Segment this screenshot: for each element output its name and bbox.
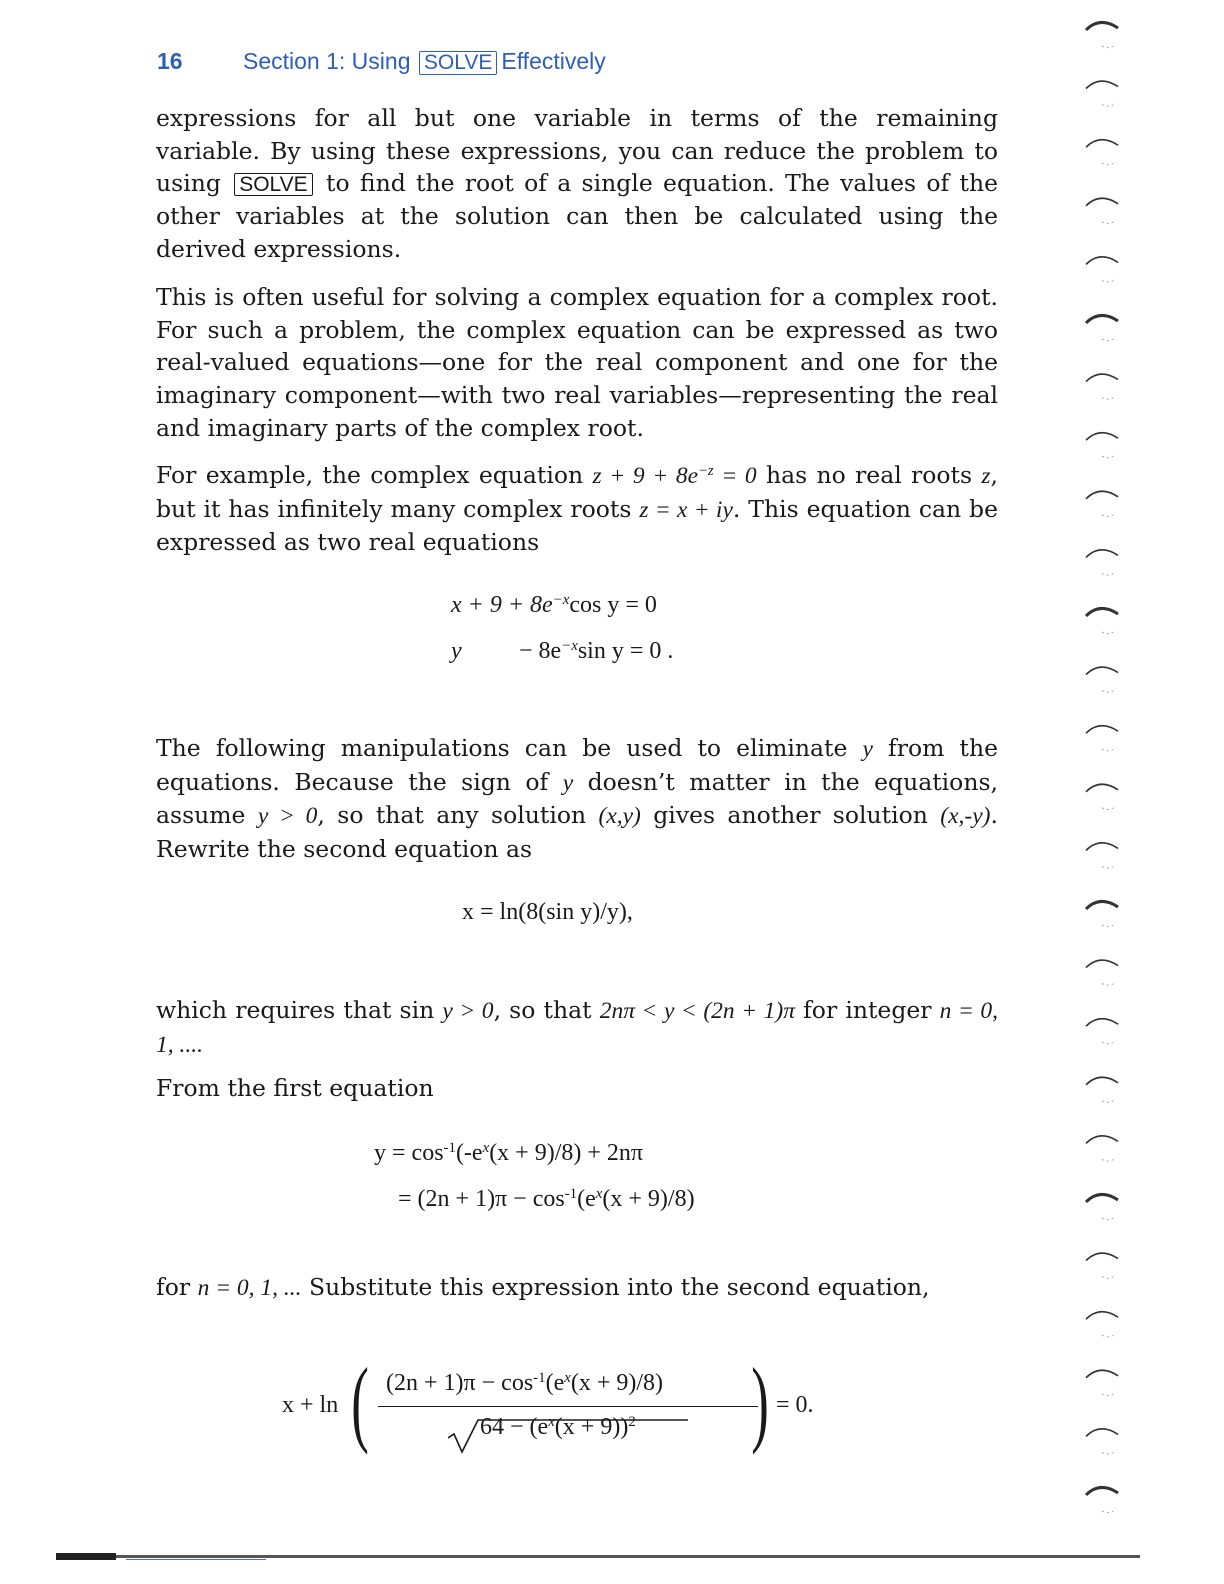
p5-text-c: for integer [794, 996, 940, 1024]
binding-shadow-icon [1102, 513, 1116, 517]
p4-text-c: doesn’t matter in the equations, assume [156, 767, 998, 830]
binding-ring-icon [1086, 1253, 1118, 1261]
section-suffix: Effectively [501, 48, 606, 74]
binding-ring-icon [1086, 1136, 1118, 1144]
binding-arcs [1080, 0, 1140, 1520]
p7-text-b: Substitute this expression into the second equation, [301, 1273, 930, 1301]
binding-shadow-icon [1102, 1157, 1116, 1161]
page-number: 16 [157, 48, 183, 74]
binding-shadow-icon [1102, 1450, 1116, 1454]
paragraph-7 [156, 1271, 998, 1305]
inline-interval: 2nπ < y < (2n + 1)π [599, 998, 795, 1024]
binding-ring-icon [1086, 491, 1118, 499]
binding-ring-icon [1086, 374, 1118, 382]
binding-ring-icon [1086, 550, 1118, 558]
binding-shadow-icon [1102, 278, 1116, 282]
binding-shadow-icon [1102, 806, 1116, 810]
binding-ring-icon [1086, 1429, 1118, 1437]
p7-text-a: for [156, 1273, 198, 1301]
paragraph-1 [156, 102, 998, 266]
binding-shadow-icon [1102, 923, 1116, 927]
solution-pair: (x,y) [598, 803, 641, 830]
p4-text-f: . Rewrite the second equation as [156, 801, 998, 864]
binding-shadow-icon [1102, 161, 1116, 165]
binding-shadow-icon [1102, 1216, 1116, 1220]
final-equation [282, 1348, 842, 1466]
binding-shadow-icon [1102, 103, 1116, 107]
binding-ring-icon [1086, 198, 1118, 206]
page-bottom-rule [56, 1555, 1140, 1558]
equation-imaginary-part: $y - 8e^{-x}\sin$ y = 0 . [451, 637, 674, 664]
binding-ring-icon [1086, 81, 1118, 89]
binding-shadow-icon [1102, 44, 1116, 48]
binding-ring-icon [1086, 726, 1118, 734]
page-bottom-rule-accent [126, 1559, 266, 1560]
paragraph-2: This is often useful for solving a complex equation for a complex root. For such a problem, the complex equation can be expressed as two real-valued equations—one for the real component and one for the imaginary component—with two real variables—representing the real and imaginary parts of the complex root. [156, 283, 998, 442]
binding-ring-icon [1086, 1019, 1118, 1027]
binding-shadow-icon [1102, 630, 1116, 634]
binding-ring-icon [1086, 960, 1118, 968]
p5-text-a: which requires that sin [156, 996, 443, 1024]
solve-key-icon: SOLVE [419, 51, 497, 75]
equation-real-part: $x + 9 + 8e^{-x}\cos$ y = 0 [451, 591, 657, 618]
binding-shadow-icon [1102, 747, 1116, 751]
fraction-bar [378, 1406, 758, 1407]
binding-ring-icon [1086, 1077, 1118, 1085]
p3-text-d: . This equation can be expressed as two real equations [156, 494, 998, 557]
p5-text-b: , so that [493, 996, 600, 1024]
p1-text-b: to find the root of a single equation. The values of the other variables at the solution can then be calculated using the derived expressions. [156, 169, 998, 263]
final-equation-lhs: x + ln [282, 1392, 339, 1418]
paragraph-4 [156, 732, 998, 866]
binding-shadow-icon [1102, 982, 1116, 986]
var-z: z [981, 463, 991, 489]
final-equation-denominator: $64 - (e^x(x + 9))^2$ [480, 1413, 636, 1440]
solution-pair-negated: (x,-y) [940, 803, 991, 830]
binding-shadow-icon [1102, 337, 1116, 341]
binding-shadow-icon [1102, 1333, 1116, 1337]
binding-ring-icon [1086, 1312, 1118, 1320]
p3-text-b: has no real roots [756, 461, 982, 489]
inline-equation-1: $z + 9 + 8e^{-z} = 0$ [592, 463, 757, 489]
inline-condition: y > 0 [442, 998, 494, 1024]
binding-shadow-icon [1102, 454, 1116, 458]
binding-ring-icon [1086, 608, 1118, 616]
left-paren-icon: ( [351, 1348, 369, 1455]
var-y: y [562, 769, 574, 796]
binding-ring-icon [1086, 901, 1118, 909]
paragraph-3 [156, 459, 998, 559]
page-bottom-rule-dark [56, 1553, 116, 1560]
p4-text-a: The following manipulations can be used to eliminate [156, 734, 863, 762]
binding-ring-icon [1086, 140, 1118, 148]
equation-x-from-y: x = ln(8(sin y)/y), [462, 899, 633, 925]
right-paren-icon: ) [751, 1348, 769, 1455]
inline-integer-range: n = 0, 1, ... [197, 1275, 302, 1301]
binding-ring-icon [1086, 22, 1118, 30]
paragraph-5 [156, 994, 998, 1061]
inline-integer-range: n = 0, 1, .... [156, 998, 999, 1058]
p4-text-b: from the equations. Because the sign of [156, 734, 998, 796]
inline-equation-2: z = x + iy [639, 496, 733, 523]
binding-ring-icon [1086, 1194, 1118, 1202]
section-prefix: Section 1: Using [243, 48, 411, 74]
binding-ring-icon [1086, 667, 1118, 675]
binding-shadow-icon [1102, 864, 1116, 868]
running-header [157, 48, 606, 75]
binding-shadow-icon [1102, 1040, 1116, 1044]
binding-shadow-icon [1102, 689, 1116, 693]
binding-ring-icon [1086, 433, 1118, 441]
binding-shadow-icon [1102, 571, 1116, 575]
p4-text-d: , so that any solution [317, 801, 599, 830]
p1-text-a: expressions for all but one variable in terms of the remaining variable. By using these expressions, you can reduce the problem to using [156, 104, 998, 198]
equation-y-line-2: = $(2n + 1)\pi - \cos^{-1}(e^x(x + 9)/8)$ [398, 1185, 695, 1212]
paragraph-6: From the first equation [156, 1074, 434, 1102]
binding-ring-icon [1086, 315, 1118, 323]
binding-ring-icon [1086, 843, 1118, 851]
p4-text-e: gives another solution [640, 801, 941, 830]
solve-key-inline-icon: SOLVE [234, 173, 312, 196]
equation-y-line-1: $y = \cos^{-1}(-e^x(x + 9)/8) + 2n\pi$ [374, 1139, 644, 1166]
var-y: y [862, 736, 873, 762]
final-equation-numerator: $(2n + 1)\pi - \cos^{-1}(e^x(x + 9)/8)$ [386, 1369, 664, 1396]
p3-text-c: , but it has infinitely many complex roots [156, 461, 998, 523]
binding-shadow-icon [1102, 1509, 1116, 1513]
inline-condition: y > 0 [257, 803, 318, 830]
binding-shadow-icon [1102, 1099, 1116, 1103]
binding-shadow-icon [1102, 396, 1116, 400]
final-equation-rhs: = 0. [776, 1392, 814, 1418]
binding-shadow-icon [1102, 1392, 1116, 1396]
binding-shadow-icon [1102, 220, 1116, 224]
binding-shadow-icon [1102, 1275, 1116, 1279]
binding-ring-icon [1086, 1370, 1118, 1378]
p3-text-a: For example, the complex equation [156, 461, 593, 489]
binding-ring-icon [1086, 257, 1118, 265]
binding-ring-icon [1086, 784, 1118, 792]
binding-ring-icon [1086, 1487, 1118, 1495]
